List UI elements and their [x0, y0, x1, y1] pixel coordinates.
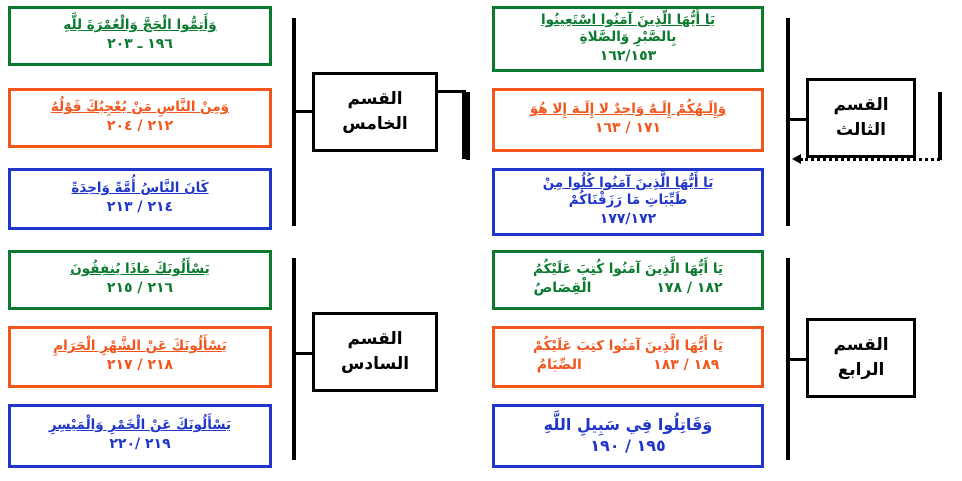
verse-box: [492, 6, 764, 72]
verse-refs: ١٩٥ / ١٩٠: [590, 435, 666, 455]
verse-box: [492, 326, 764, 388]
section-label-line2: الرابع: [837, 360, 885, 380]
verse-refs: ١٧٧/١٧٢: [599, 210, 657, 227]
verse-box: [492, 404, 764, 468]
verse-box: [8, 6, 272, 66]
verse-box: [8, 250, 272, 310]
section-label-line1: القسم: [833, 335, 889, 356]
verse-refs: ٢١٤ / ٢١٣: [106, 199, 174, 216]
bracket-line: [292, 258, 296, 460]
verse-box: [8, 168, 272, 230]
verse-text-line1: وَقَاتِلُوا فِي سَبِيلِ اللَّهِ: [543, 414, 713, 434]
flow-line-horizontal: [436, 90, 466, 93]
section-label-sixth: [312, 312, 438, 392]
verse-text-line2: الْقِصَاصُ: [533, 280, 592, 297]
verse-refs: ١٨٢ / ١٧٨: [656, 280, 723, 297]
verse-refs: ٢١٩ /٢٢٠: [109, 436, 171, 453]
section-label-fourth: [806, 318, 916, 398]
bracket-connector: [292, 352, 314, 355]
flow-line-vertical: [466, 92, 470, 160]
bracket-connector: [786, 118, 808, 121]
verse-text-line1: وَأَتِمُّوا الْحَجَّ وَالْعُمْرَةَ لِلَّهِ: [63, 17, 217, 34]
bracket-connector: [292, 110, 314, 113]
verse-text-line1: كَانَ النَّاسُ أُمَّةً وَاحِدَةً: [71, 180, 209, 197]
verse-refs: ٢١٢ / ٢٠٤: [106, 118, 174, 135]
verse-text-line1: يَسْأَلُونَكَ عَنْ الْخَمْرِ وَالْمَيْسِرِ: [48, 417, 232, 434]
bracket-connector: [786, 358, 808, 361]
verse-text-line1: يَسْأَلُونَكَ عَنْ الشَّهْرِ الْحَرَامِ: [53, 338, 227, 355]
flow-arrow-icon: [792, 154, 801, 164]
verse-text-line1: يَا أَيُّهَا الَّذِينَ آمَنُوا كُلُوا مِنْ: [542, 175, 714, 192]
verse-text-line2: بِالصَّبْرِ وَالصَّلاةِ: [579, 28, 677, 45]
verse-box: [492, 88, 764, 152]
section-label-third: [806, 78, 916, 158]
verse-box: [8, 404, 272, 468]
verse-box: [492, 250, 764, 310]
flow-line-horizontal: [462, 156, 466, 159]
flow-line-vertical: [462, 92, 466, 158]
verse-box: [492, 168, 764, 236]
verse-refs: ١٦٢/١٥٣: [599, 47, 657, 64]
verse-refs: ٢١٨ / ٢١٧: [106, 357, 174, 374]
section-label-line1: القسم: [347, 89, 403, 110]
section-label-fifth: [312, 72, 438, 152]
verse-text-line2: طَيِّبَاتِ مَا رَزَقْنَاكُمْ: [568, 191, 688, 208]
verse-refs: ١٩٦ ـ ٢٠٣: [107, 36, 173, 53]
verse-text-line1: وَإِلَـهُكُمْ إِلَـهٌ وَاحِدٌ لا إِلَـهَ إِلا هُوَ: [529, 101, 727, 118]
flow-line-dashed: [800, 158, 940, 161]
bracket-line: [292, 18, 296, 226]
section-label-line1: القسم: [347, 329, 403, 350]
verse-text-line1: يَا أَيُّهَا الَّذِينَ آمَنُوا كتِبَ عَلَيْكُمْ: [533, 338, 723, 355]
flow-line-vertical: [938, 92, 942, 160]
verse-text-line1: يَا أَيُّهَا الَّذِينَ آمَنُوا اسْتَعِينُوا: [540, 12, 716, 29]
verse-refs: ١٨٩ / ١٨٣: [653, 357, 720, 374]
verse-text-line1: يَسْأَلُونَكَ مَاذَا يُنفِقُونَ: [70, 261, 210, 278]
section-label-line2: الخامس: [342, 114, 408, 134]
verse-refs: ١٧١ / ١٦٣: [594, 120, 662, 137]
verse-text-line1: يَا أَيُّهَا الَّذِينَ آمَنُوا كُتِبَ عَلَيْكُمُ: [533, 261, 723, 278]
bracket-line: [786, 18, 790, 226]
verse-refs: ٢١٦ / ٢١٥: [106, 280, 174, 297]
verse-text-line1: وَمِنْ النَّاسِ مَنْ يُعْجِبُكَ قَوْلُهُ: [50, 99, 230, 116]
verse-box: [8, 88, 272, 148]
section-label-line2: السادس: [340, 354, 410, 374]
verse-text-line2: الصِّيَامُ: [536, 357, 582, 374]
section-label-line1: القسم: [833, 95, 889, 116]
verse-box: [8, 326, 272, 388]
section-label-line2: الثالث: [836, 120, 886, 140]
